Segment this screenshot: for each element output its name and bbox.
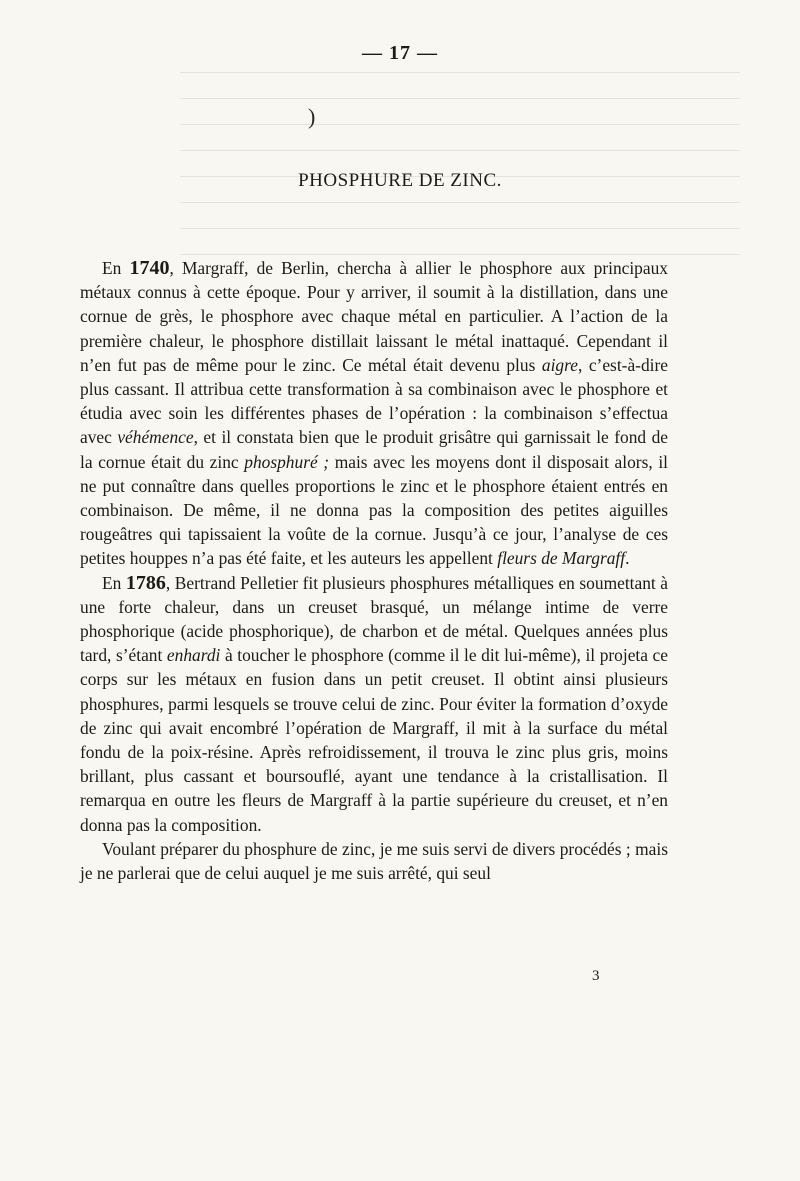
signature-mark: 3	[592, 968, 600, 984]
paragraph-1-year: 1740	[129, 257, 170, 279]
show-through-texture	[180, 72, 740, 262]
paragraph-2-text-before: En	[102, 572, 126, 593]
paragraph-2-text-after: , Bertrand Pelletier fit plusieurs phosphures métalliques en soumettant à une forte chaleur, dans un creuset brasqué, un mélange intime de verre phosphorique (acide phosphorique), de charbon et de métal. Quelques années plus tard, s’étant	[80, 572, 668, 666]
paragraph-1-text-mid-2: , et il constata bien que le produit grisâtre qui garnissait le fond de la cornue était du zinc	[80, 427, 668, 472]
paragraph-2-text-end: à toucher le phosphore (comme il le dit lui-même), il projeta ce corps sur les métaux en fusion dans un petit creuset. Il obtint ainsi plusieurs phosphures, parmi lesquels se trouve celui de zinc. Pour éviter la formation d’oxyde de zinc qui avait encombré l’opération de Margraff, il mit à la surface du métal fondu de la poix-résine. Après refroidissement, il trouva le zinc plus gris, moins brillant, plus cassant et boursouflé, ayant une tendance à la cristallisation. Il remarqua en outre les fleurs de Margraff à la partie supérieure du creuset, et n’en donna pas la composition.	[80, 645, 668, 835]
paragraph-1-text-mid-1: , c’est-à-dire plus cassant. Il attribua cette transformation à sa combinaison avec le phosphore et étudia avec soin les différentes phases de l’opération : la combinaison s’effectua avec	[80, 354, 668, 448]
page-number-header: — 17 —	[362, 42, 438, 64]
paragraph-1-text-end: .	[625, 548, 630, 569]
ink-mark: )	[308, 104, 316, 129]
paragraph-1-text-before: En	[102, 258, 130, 278]
body-text	[80, 256, 668, 885]
paragraph-3: Voulant préparer du phosphure de zinc, je me suis servi de divers procédés ; mais je ne parlerai que de celui auquel je me suis arrêté, qui seul	[80, 838, 668, 884]
paragraph-2-italic-1: enhardi	[166, 645, 221, 666]
paragraph-1-italic-4: fleurs de Margraff	[497, 548, 626, 569]
paragraph-2-year: 1786	[125, 571, 166, 594]
section-title: PHOSPHURE DE ZINC.	[298, 170, 502, 191]
paragraph-1-text-mid-3: mais avec les moyens dont il disposait alors, il ne put connaître dans quelles proportions le zinc et le phosphore étaient entrés en combinaison. De même, il ne donna pas la composition des petites aiguilles rougeâtres qui tapissaient la voûte de la cornue. Jusqu’à ce jour, l’analyse de ces petites houppes n’a pas été faite, et les auteurs les appellent	[80, 451, 668, 569]
paragraph-1-italic-2: véhémence	[117, 427, 194, 448]
paragraph-1-italic-1: aigre	[541, 354, 578, 375]
paragraph-1	[80, 256, 668, 571]
paragraph-2	[80, 571, 668, 837]
paragraph-1-italic-3: phosphuré ;	[244, 451, 330, 472]
paragraph-1-text-after: , Margraff, de Berlin, chercha à allier le phosphore aux principaux métaux connus à cette époque. Pour y arriver, il soumit à la distillation, dans une cornue de grès, le phosphore avec chaque métal en particulier. A l’action de la première chaleur, le phosphore distillait laissant le métal inattaqué. Cependant il n’en fut pas de même pour le zinc. Ce métal était devenu plus	[80, 258, 668, 375]
